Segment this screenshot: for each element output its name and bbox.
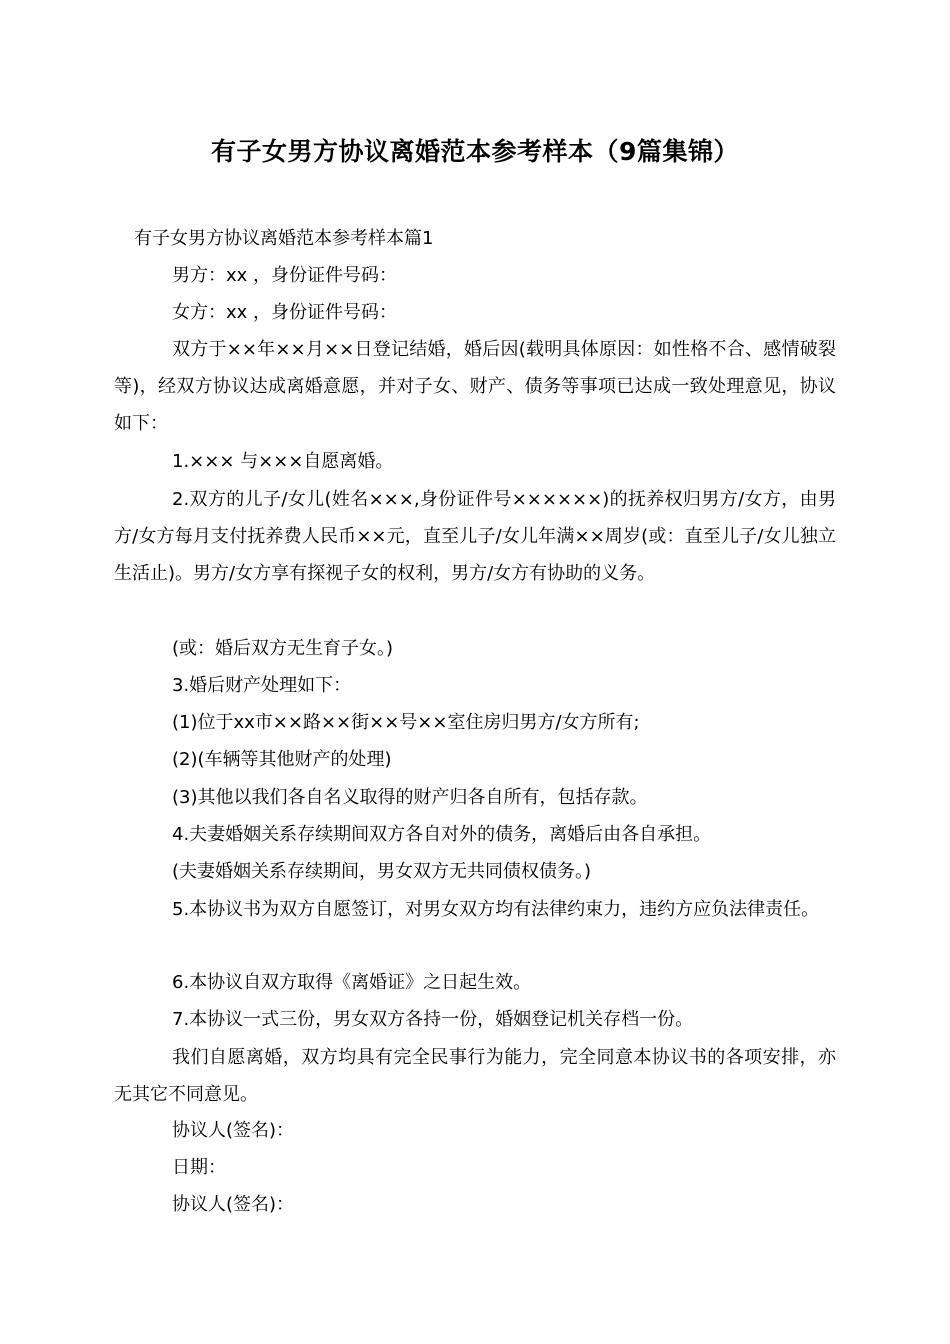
clause-3: 3.婚后财产处理如下： [172,675,352,696]
clause-3-item-1: (1)位于xx市××路××街××号××室住房归男方/女方所有; [172,712,640,733]
wife-line: 女方：xx ，身份证件号码： [172,302,398,323]
clause-2: 2.双方的儿子/女儿(姓名×××,身份证件号××××××)的抚养权归男方/女方，由男方/女方每月支付抚养费人民币××元，直至儿子/女儿年满××周岁(或：直至儿子/女儿独立生活止)。男方/女方享有探视子女的权利，男方/女方有协助的义务。 [114,489,836,584]
declaration-paragraph: 我们自愿离婚，双方均具有完全民事行为能力，完全同意本协议书的各项安排，亦无其它不同意见。 [114,1047,836,1105]
clause-7: 7.本协议一式三份，男女双方各持一份，婚姻登记机关存档一份。 [172,1009,694,1030]
clause-6: 6.本协议自双方取得《离婚证》之日起生效。 [172,972,532,993]
clause-4: 4.夫妻婚姻关系存续期间双方各自对外的债务，离婚后由各自承担。 [172,824,712,845]
clause-2-alternative: (或：婚后双方无生育子女。) [172,638,394,659]
preamble-paragraph: 双方于××年××月××日登记结婚，婚后因(载明具体原因：如性格不合、感情破裂等)，经双方协议达成离婚意愿，并对子女、财产、债务等事项已达成一致处理意见，协议如下： [114,339,836,434]
clause-3-item-2: (2)(车辆等其他财产的处理) [172,749,392,770]
signature-line-1: 协议人(签名)： [172,1120,295,1141]
section-heading: 有子女男方协议离婚范本参考样本篇1 [134,228,434,249]
signature-line-2: 协议人(签名)： [172,1194,295,1215]
clause-3-item-3: (3)其他以我们各自名义取得的财产归各自所有，包括存款。 [172,787,648,808]
document-title: 有子女男方协议离婚范本参考样本（9篇集锦） [211,137,739,166]
clause-4-alternative: (夫妻婚姻关系存续期间，男女双方无共同债权债务。) [172,861,592,882]
date-line: 日期： [172,1157,226,1178]
clause-1: 1.××× 与×××自愿离婚。 [172,451,394,472]
clause-5: 5.本协议书为双方自愿签订，对男女双方均有法律约束力，违约方应负法律责任。 [172,899,820,920]
husband-line: 男方：xx ，身份证件号码： [172,265,398,286]
